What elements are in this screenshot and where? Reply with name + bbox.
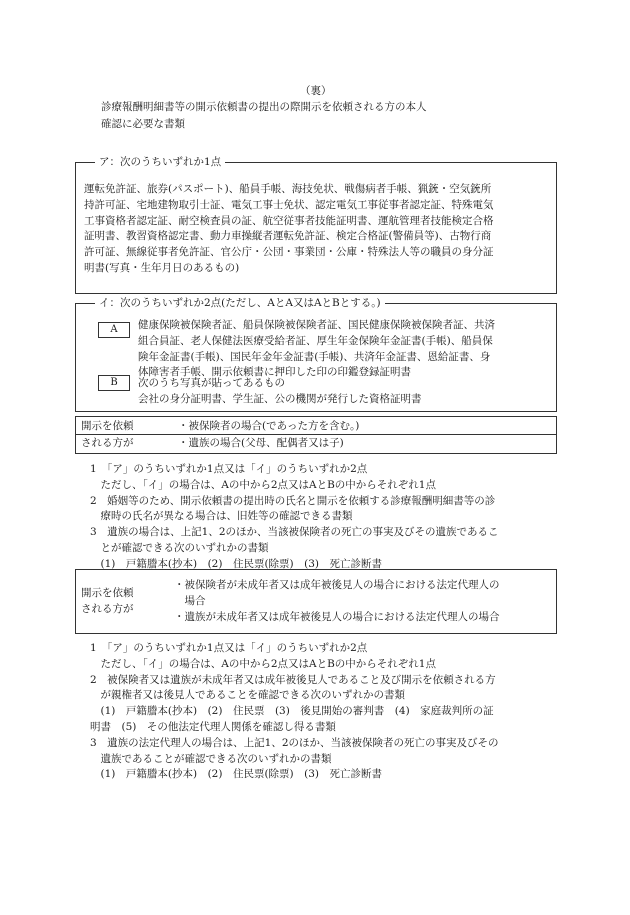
case2-note-line: が親権者又は後見人であることを確認できる次のいずれかの書類 bbox=[90, 689, 405, 702]
section-i-b-body bbox=[138, 376, 422, 408]
label-b: B bbox=[98, 375, 130, 391]
section-i-a-line: 組合員証、老人保健法医療受給者証、厚生年金保険年金証書(手帳)、船員保 bbox=[138, 334, 493, 347]
case1-note-line: 療時の氏名が異なる場合は、旧姓等の確認できる書類 bbox=[90, 510, 353, 523]
case2-notes bbox=[90, 641, 499, 783]
case2-note-line: (1) 戸籍謄本(抄本) (2) 住民票 (3) 後見開始の審判書 (4) 家庭裁判所の証 bbox=[90, 705, 494, 718]
case2-item: ・被保険者が未成年者又は成年被後見人の場合における法定代理人の bbox=[174, 579, 500, 591]
section-i-a-body bbox=[138, 318, 495, 381]
case2-note-line: 遺族であることが確認できる次のいずれかの書類 bbox=[90, 752, 332, 765]
section-a-line: 許可証、無線従事者免許証、官公庁・公団・事業団・公庫・特殊法人等の職員の身分証 bbox=[84, 246, 494, 259]
section-a-title: ア：次のうちいずれか1点 bbox=[95, 155, 225, 169]
case1-label: 開示を依頼 bbox=[81, 420, 134, 432]
case2-note-line: 3 遺族の法定代理人の場合は、上記1、2のほか、当該被保険者の死亡の事実及びその bbox=[90, 736, 499, 749]
section-a-line: 工事資格者認定証、耐空検査員の証、航空従事者技能証明書、運航管理者技能検定合格 bbox=[84, 214, 494, 227]
case1-note-line: 2 婚姻等のため、開示依頼書の提出時の氏名と開示を依頼する診療報酬明細書等の診 bbox=[90, 494, 496, 507]
case2-note-line: ただし、「イ」の場合は、Aの中から2点又はAとBの中からそれぞれ1点 bbox=[90, 657, 436, 670]
case1-note-line: 3 遺族の場合は、上記1、2のほか、当該被保険者の死亡の事実及びその遺族であるこ bbox=[90, 526, 499, 539]
section-a-body bbox=[84, 182, 494, 277]
case2-note-line: (1) 戸籍謄本(抄本) (2) 住民票(除票) (3) 死亡診断書 bbox=[90, 768, 383, 781]
section-i-a-line: 険年金証書(手帳)、国民年金年金証書(手帳)、共済年金証書、恩給証書、身 bbox=[138, 350, 491, 363]
page-title-line2: 確認に必要な書類 bbox=[101, 118, 185, 130]
case1-label-line2: される方が bbox=[81, 437, 134, 449]
case1-note-line: (1) 戸籍謄本(抄本) (2) 住民票(除票) (3) 死亡診断書 bbox=[90, 557, 383, 570]
section-a-line: 運転免許証、旅券(パスポート)、船員手帳、海技免状、戦傷病者手帳、猟銃・空気銃所 bbox=[84, 183, 492, 195]
case2-label: 開示を依頼 bbox=[81, 587, 134, 599]
section-i-title: イ：次のうちいずれか2点(ただし、AとA又はAとBとする。) bbox=[95, 296, 385, 310]
label-a: A bbox=[98, 322, 130, 338]
section-i-a-line: 健康保険被保険者証、船員保険被保険者証、国民健康保険被保険者証、共済 bbox=[138, 319, 495, 331]
case2-label-line2: される方が bbox=[81, 603, 134, 615]
case2-note-line: 明書 (5) その他法定代理人関係を確認し得る書類 bbox=[90, 720, 336, 733]
case1-note-line: とが確認できる次のいずれかの書類 bbox=[90, 541, 269, 554]
section-i-b-line: 会社の身分証明書、学生証、公の機関が発行した資格証明書 bbox=[138, 392, 422, 405]
page-title: 診療報酬明細書等の開示依頼書の提出の際開示を依頼される方の本人 bbox=[101, 101, 427, 113]
section-a-line: 持許可証、宅地建物取引士証、電気工事士免状、認定電気工事従事者認定証、特殊電気 bbox=[84, 198, 494, 211]
case2-item: 場合 bbox=[174, 594, 206, 607]
case1-notes bbox=[90, 462, 499, 573]
section-a-line: 証明書、教習資格認定書、動力車操縦者運転免許証、検定合格証(警備員等)、古物行商 bbox=[84, 230, 492, 243]
case2-items bbox=[174, 578, 500, 625]
section-i-a-line: 体障害者手帳、開示依頼書に押印した印の印鑑登録証明書 bbox=[138, 366, 411, 379]
case2-note-line: 2 被保険者又は遺族が未成年者又は成年被後見人であること及び開示を依頼される方 bbox=[90, 673, 496, 686]
case2-item: ・遺族が未成年者又は成年被後見人の場合における法定代理人の場合 bbox=[174, 610, 500, 623]
case1-note-line: 1 「ア」のうちいずれか1点又は「イ」のうちいずれか2点 bbox=[90, 463, 368, 475]
case1-item: ・被保険者の場合(であった方を含む。) bbox=[178, 420, 360, 432]
case1-divider bbox=[75, 434, 556, 435]
section-i-b-line: 次のうち写真が貼ってあるもの bbox=[138, 377, 285, 389]
case1-note-line: ただし、「イ」の場合は、Aの中から2点又はAとBの中からそれぞれ1点 bbox=[90, 478, 436, 491]
section-a-line: 明書(写真・生年月日のあるもの) bbox=[84, 261, 240, 274]
case1-item: ・遺族の場合(父母、配偶者又は子) bbox=[178, 437, 344, 449]
case2-note-line: 1 「ア」のうちいずれか1点又は「イ」のうちいずれか2点 bbox=[90, 642, 368, 654]
page-label: （裏） bbox=[300, 85, 332, 97]
